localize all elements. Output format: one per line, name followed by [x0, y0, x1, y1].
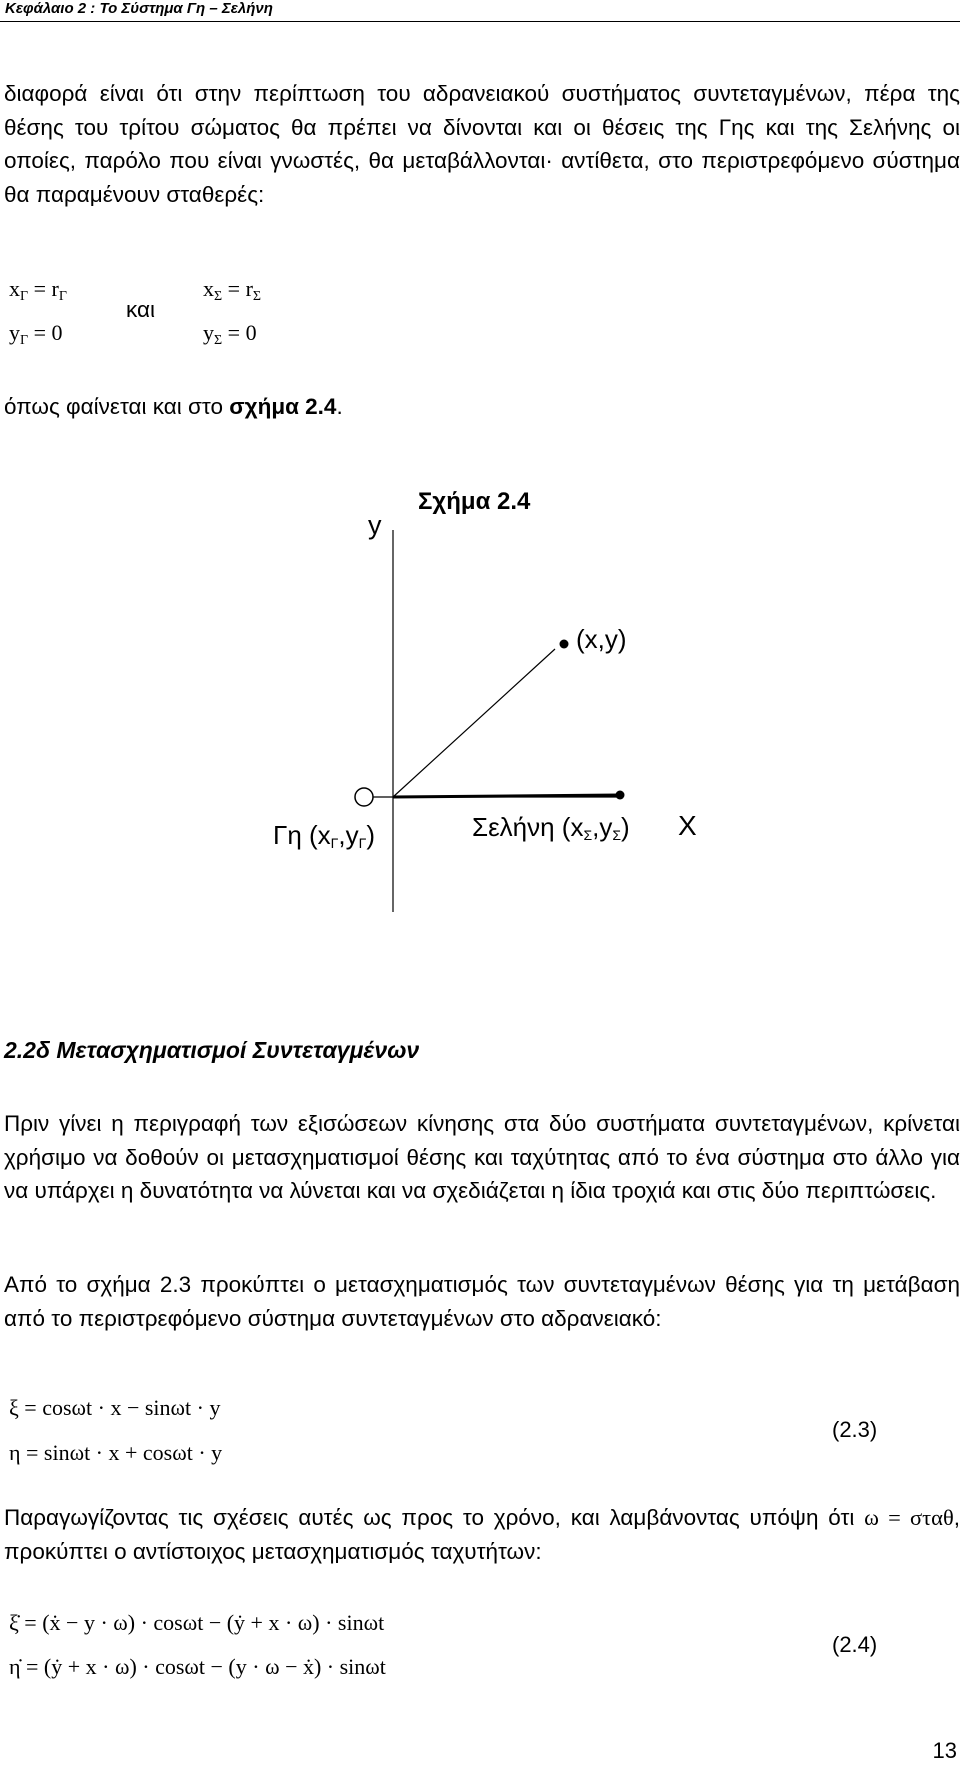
paragraph-velocity-transform: Παραγωγίζοντας τις σχέσεις αυτές ως προς το χρόνο, και λαμβάνοντας υπόψη ότι ω = σταθ, προκύπτει ο αντίστοιχος μετασχηματισμός ταχυτήτων:: [4, 1505, 960, 1564]
eq-yg: $y_\Gamma = 0$: [9, 320, 63, 348]
eq23-number: (2.3): [832, 1417, 878, 1442]
eq-and: και: [126, 297, 155, 322]
eq24-line2: η̇ = (ẏ + x · ω) · cosωt − (y · ω − ẋ) · sinωt: [9, 1654, 386, 1679]
figure-diagram: [0, 470, 960, 930]
eq-xg: $x_\Gamma = r_\Gamma$: [9, 276, 67, 304]
header-rule: [0, 21, 960, 22]
point-label: (x,y): [576, 624, 627, 654]
eq-xs: $x_\Sigma = r_\Sigma$: [203, 276, 262, 304]
figure-reference-line: όπως φαίνεται και στο σχήμα 2.4.: [4, 394, 343, 419]
eq23-line1: ξ = cosωt · x − sinωt · y: [9, 1395, 221, 1420]
paragraph-intro: διαφορά είναι ότι στην περίπτωση του αδρανειακού συστήματος συντεταγμένων, πέρα της θέσης του τρίτου σώματος θα πρέπει να δίνονται και οι θέσεις της Γης και της Σελήνης οι οποίες, παρόλο που είναι γνωστές, θα μεταβάλλονται· αντίθετα, στο περιστρεφόμενο σύστημα θα παραμένουν σταθερές:: [4, 81, 960, 207]
eq24-line1: ξ̇ = (ẋ − y · ω) · cosωt − (ẏ + x · ω) · sinωt: [9, 1610, 385, 1635]
earth-marker: [355, 788, 373, 806]
figure-title: Σχήμα 2.4: [418, 488, 531, 515]
chapter-header: Κεφάλαιο 2 : Το Σύστημα Γη – Σελήνη: [5, 0, 273, 17]
paragraph-transform-intro: Πριν γίνει η περιγραφή των εξισώσεων κίνησης στα δύο συστήματα συντεταγμένων, κρίνεται χρήσιμο να δοθούν οι μετασχηματισμοί θέσης και ταχύτητας από το ένα σύστημα στο άλλο για να υπάρχει η δυνατότητα να λύνεται και να σχεδιάζεται η ίδια τροχιά και στις δύο περιπτώσεις.: [4, 1111, 960, 1203]
earth-moon-segment: [393, 795, 620, 797]
moon-marker: [616, 791, 625, 800]
eq23-line2: η = sinωt · x + cosωt · y: [9, 1440, 223, 1465]
paragraph-position-transform: Από το σχήμα 2.3 προκύπτει ο μετασχηματισμός των συντεταγμένων θέσης για τη μετάβαση από το περιστρεφόμενο σύστημα συντεταγμένων στο αδρανειακό:: [4, 1272, 960, 1331]
y-axis-label: y: [368, 510, 382, 540]
page-number: 13: [932, 1738, 957, 1763]
earth-label: Γη $(x_\Gamma,y_\Gamma)$: [273, 820, 376, 851]
eq24-number: (2.4): [832, 1632, 878, 1657]
x-axis-label: X: [678, 810, 697, 841]
point-marker: [560, 640, 569, 649]
eq-ys: $y_\Sigma = 0$: [203, 320, 257, 348]
moon-label: Σελήνη $(x_\Sigma,y_\Sigma)$: [472, 812, 630, 843]
section-title: 2.2δ Μετασχηματισμοί Συντεταγμένων: [4, 1037, 420, 1063]
position-vector: [393, 649, 555, 797]
